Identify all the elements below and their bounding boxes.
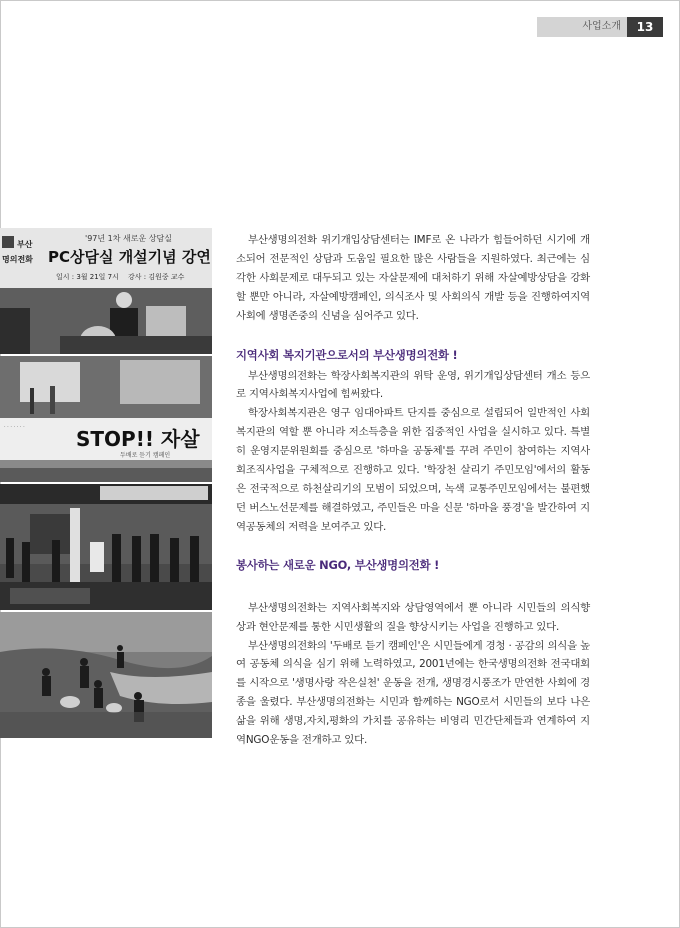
photo-sign-top: '97년 1차 새로운 상담실 [85,234,172,243]
photo-speaker-text: 강사 : 김원중 교수 [128,273,185,281]
photo-campaign [0,356,212,482]
photo-logo-top: 부산 [17,240,33,249]
page-number: 13 [627,17,663,37]
section2-paragraph-2: 부산생명의전화의 '두배로 듣기 캠페인'은 시민들에게 경청 · 공감의 의식을 높여 공동체 의식을 심기 위해 노력하였고, 2001년에는 한국생명의전화 전국대회를 시작으로 '생명사랑 작은실천' 운동을 전개, 생명경시풍조가 만연한 사회에 경종을 울렸다. 부산생명의전화는 시민과 함께하는 NGO로서 시민들의 보다 나은 삶을 위해 생명,자치,평화의 가치를 공유하는 비영리 민간단체들과 연계하여 지역NGO운동을 전개하고 있다. [236,639,590,747]
section2-heading: 봉사하는 새로운 NGO, 부산생명의전화 ! [236,557,440,572]
photo-banner-small: · · · · · · · [4,424,25,430]
photo-ceremony [0,484,212,610]
section1-heading: 지역사회 복지기관으로서의 부산생명의전화 ! [236,347,458,362]
section2-paragraph-1: 부산생명의전화는 지역사회복지와 상담영역에서 뿐 아니라 시민들의 의식향상과 현안문제를 통한 시민생활의 질을 향상시키는 사업을 진행하고 있다. [236,601,590,633]
article-body [236,231,590,750]
section1-paragraph-1: 부산생명의전화는 학장사회복지관의 위탁 운영, 위기개입상담센터 개소 등으로 지역사회복지사업에 힘써왔다. [236,369,590,401]
section1-paragraph-2: 학장사회복지관은 영구 임대아파트 단지를 중심으로 설립되어 일반적인 사회복지관의 역할 뿐 아니라 저소득층을 위한 집중적인 사업을 실시하고 있다. 특별히 운영지문위원회를 중심으로 '하마을 공동체'를 꾸려 주민이 참여하는 지역사회조직사업을 구체적으로 진행하고 있다. '학장천 살리기 주민모임'에서의 활동은 전국적으로 하천살리기의 모범이 되었으며, 녹색 교통주민모임에서는 불편했던 버스노선문제를 해결하였고, 주민들은 마을 신문 '하마을 풍경'을 발간하여 지역공동체의 저력을 보여주고 있다. [236,407,590,533]
photo-date-text: 일시 : 3월 21일 7시 [56,273,119,281]
photo-stop-text: STOP!! 자살 [76,427,200,451]
photo-logo-bottom: 명의전화 [2,255,33,264]
photo-stream-cleanup [0,612,212,738]
photo-stop-sub: 두배로 듣기 캠페인 [120,452,171,459]
section-label: 사업소개 [537,17,627,37]
photo-lecture [0,228,212,354]
intro-paragraph: 부산생명의전화 위기개입상담센터는 IMF로 온 나라가 힘들어하던 시기에 개소되어 전문적인 상담과 도움일 필요한 많은 사람들을 지원하였다. 최근에는 심각한 사회문제로 대두되고 있는 자살문제에 대처하기 위해 자살예방상담을 강화할 뿐만 아니라, 자살예방캠페인, 의식조사 및 사회의식 개발 등을 진행하여지역사회에 생명존중의 신념을 심어주고 있다. [236,234,590,322]
photo-banner-text: PC상담실 개설기념 강연 [48,248,211,266]
logo-icon [2,236,14,248]
photo-column [0,228,212,746]
page-header [537,17,663,37]
